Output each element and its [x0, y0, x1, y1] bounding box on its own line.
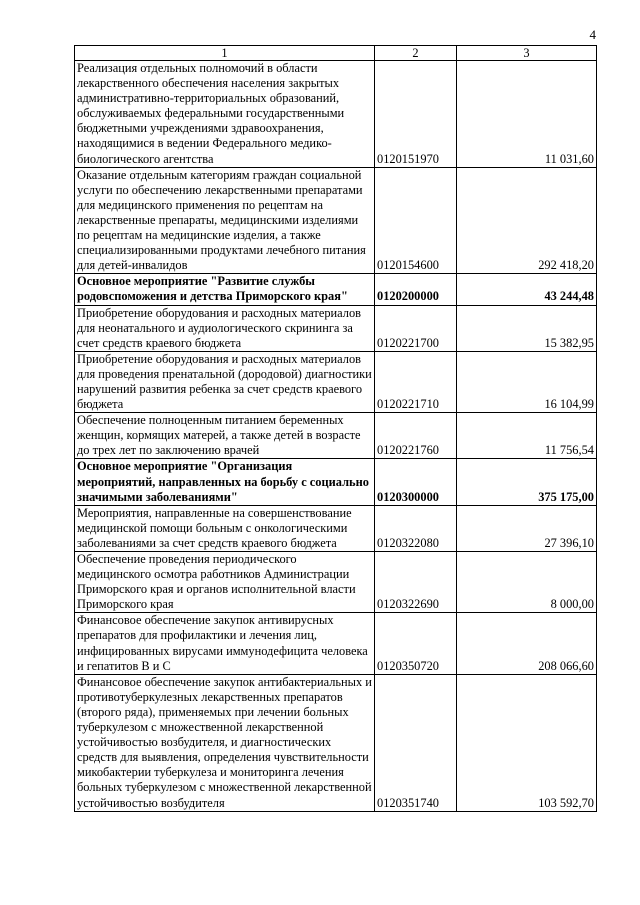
row-description: Основное мероприятие "Развитие службы родовспоможения и детства Приморского края" — [75, 274, 375, 305]
row-amount: 43 244,48 — [457, 274, 597, 305]
row-amount: 208 066,60 — [457, 613, 597, 674]
row-description: Приобретение оборудования и расходных материалов для проведения пренатальной (дородовой) диагностики нарушений развития ребенка за счет средств краевого бюджета — [75, 351, 375, 412]
row-code: 0120300000 — [375, 459, 457, 505]
table-row-section — [75, 459, 597, 505]
table-row — [75, 167, 597, 274]
row-amount: 8 000,00 — [457, 552, 597, 613]
row-description: Основное мероприятие "Организация мероприятий, направленных на борьбу с социально значимыми заболеваниями" — [75, 459, 375, 505]
column-header-3: 3 — [457, 46, 597, 61]
table-row — [75, 552, 597, 613]
table-row — [75, 505, 597, 551]
table-row — [75, 305, 597, 351]
page-number: 4 — [589, 27, 596, 42]
row-amount: 103 592,70 — [457, 674, 597, 811]
row-code: 0120200000 — [375, 274, 457, 305]
table-row-section — [75, 274, 597, 305]
row-code: 0120221760 — [375, 413, 457, 459]
row-amount: 375 175,00 — [457, 459, 597, 505]
row-description: Обеспечение проведения периодического медицинского осмотра работников Администрации Приморского края и органов исполнительной власти Приморского края — [75, 552, 375, 613]
row-code: 0120221710 — [375, 351, 457, 412]
table-row — [75, 351, 597, 412]
row-description: Приобретение оборудования и расходных материалов для неонатального и аудиологического скрининга за счет средств краевого бюджета — [75, 305, 375, 351]
row-description: Обеспечение полноценным питанием беременных женщин, кормящих матерей, а также детей в возрасте до трех лет по заключению врачей — [75, 413, 375, 459]
row-code: 0120322080 — [375, 505, 457, 551]
budget-table — [74, 45, 597, 812]
row-amount: 16 104,99 — [457, 351, 597, 412]
row-description: Мероприятия, направленные на совершенствование медицинской помощи больным с онкологическими заболеваниями за счет средств краевого бюджета — [75, 505, 375, 551]
table-row — [75, 674, 597, 811]
row-amount: 27 396,10 — [457, 505, 597, 551]
row-description: Финансовое обеспечение закупок антивирусных препаратов для профилактики и лечения лиц, инфицированных вирусами иммунодефицита человека и гепатитов B и C — [75, 613, 375, 674]
row-code: 0120221700 — [375, 305, 457, 351]
table-row — [75, 613, 597, 674]
row-amount: 11 031,60 — [457, 61, 597, 168]
row-code: 0120322690 — [375, 552, 457, 613]
column-header-2: 2 — [375, 46, 457, 61]
row-code: 0120350720 — [375, 613, 457, 674]
row-code: 0120351740 — [375, 674, 457, 811]
row-description: Реализация отдельных полномочий в области лекарственного обеспечения населения закрытых административно-территориальных образований, обслуживаемых федеральными государственными бюджетными учреждениями здравоохранения, находящимися в ведении Федерального медико-биологического агентства — [75, 61, 375, 168]
table-header-row — [75, 46, 597, 61]
row-amount: 292 418,20 — [457, 167, 597, 274]
row-code: 0120154600 — [375, 167, 457, 274]
row-amount: 11 756,54 — [457, 413, 597, 459]
row-description: Оказание отдельным категориям граждан социальной услуги по обеспечению лекарственными препаратами для медицинского применения по рецептам на лекарственные препараты, медицинскими изделиями по рецептам на медицинские изделия, а также специализированными продуктами лечебного питания для детей-инвалидов — [75, 167, 375, 274]
table-body — [75, 61, 597, 812]
row-amount: 15 382,95 — [457, 305, 597, 351]
row-description: Финансовое обеспечение закупок антибактериальных и противотуберкулезных лекарственных препаратов (второго ряда), применяемых при лечении больных туберкулезом с множественной лекарственной устойчивостью возбудителя, и диагностических средств для выявления, определения чувствительности микобактерии туберкулеза и мониторинга лечения больных туберкулезом с множественной лекарственной устойчивостью возбудителя — [75, 674, 375, 811]
column-header-1: 1 — [75, 46, 375, 61]
row-code: 0120151970 — [375, 61, 457, 168]
table-row — [75, 413, 597, 459]
table-row — [75, 61, 597, 168]
